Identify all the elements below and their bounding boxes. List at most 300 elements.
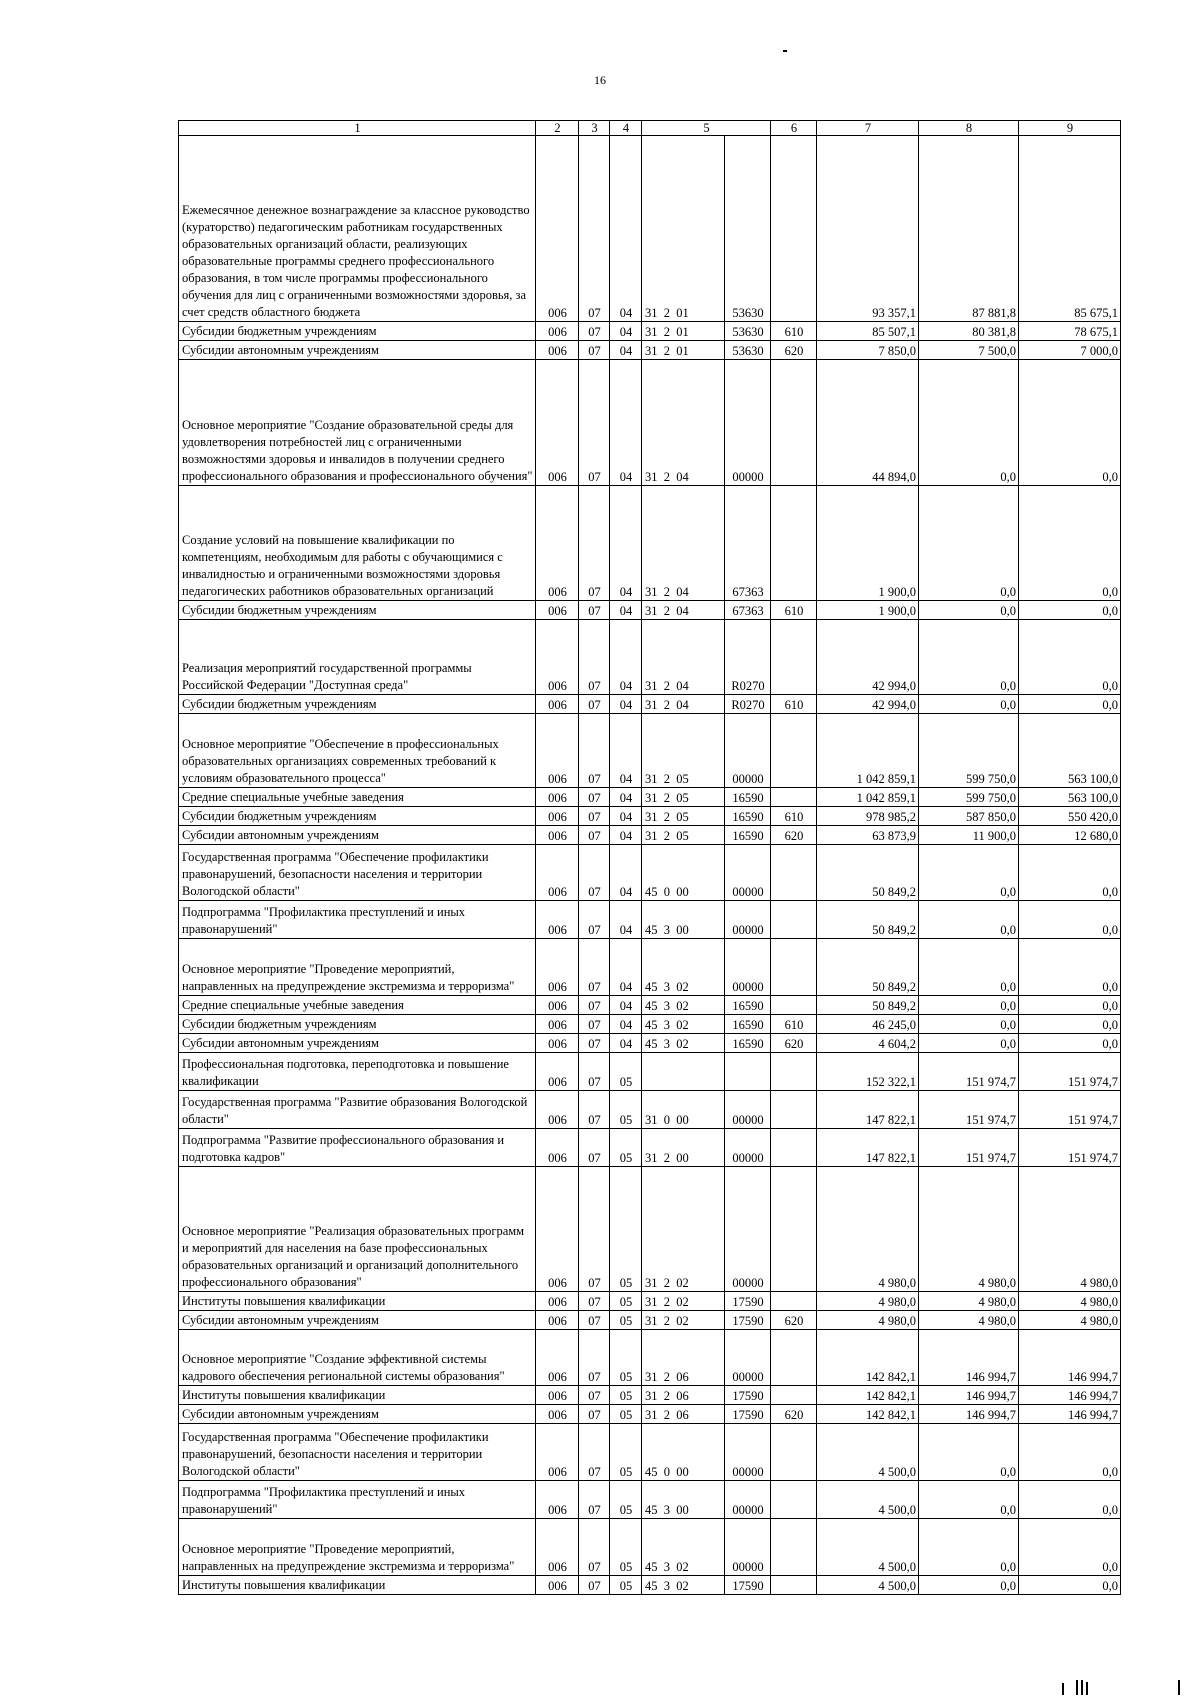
table-row <box>179 1129 1121 1167</box>
code-target-program: 31 0 00 <box>642 1091 725 1129</box>
code-section: 07 <box>579 1292 610 1311</box>
amount-col-8: 587 850,0 <box>919 807 1019 826</box>
amount-col-8: 11 900,0 <box>919 826 1019 845</box>
row-name: Государственная программа "Обеспечение профилактики правонарушений, безопасности населения и территории Вологодской области" <box>179 845 536 901</box>
code-target-program: 31 2 05 <box>642 826 725 845</box>
code-ministry: 006 <box>536 1330 579 1386</box>
column-header-3: 3 <box>579 121 610 136</box>
column-header-4: 4 <box>610 121 642 136</box>
code-subsection: 04 <box>610 826 642 845</box>
table-row <box>179 1481 1121 1519</box>
code-target-direction: 00000 <box>725 939 771 996</box>
code-section: 07 <box>579 788 610 807</box>
amount-col-7: 44 894,0 <box>817 360 919 486</box>
code-subsection: 04 <box>610 322 642 341</box>
code-subsection: 05 <box>610 1576 642 1595</box>
code-target-direction: 00000 <box>725 714 771 788</box>
amount-col-7: 147 822,1 <box>817 1129 919 1167</box>
table-row <box>179 1091 1121 1129</box>
code-ministry: 006 <box>536 1167 579 1292</box>
code-ministry: 006 <box>536 360 579 486</box>
amount-col-7: 142 842,1 <box>817 1405 919 1424</box>
code-subsection: 04 <box>610 901 642 939</box>
code-expense-type: 610 <box>771 601 817 620</box>
scan-mark-corner-1 <box>1062 1683 1064 1695</box>
code-ministry: 006 <box>536 826 579 845</box>
code-ministry: 006 <box>536 1405 579 1424</box>
code-ministry: 006 <box>536 901 579 939</box>
row-name: Подпрограмма "Профилактика преступлений и иных правонарушений" <box>179 901 536 939</box>
code-target-program: 31 2 06 <box>642 1330 725 1386</box>
amount-col-9: 4 980,0 <box>1019 1292 1121 1311</box>
amount-col-7: 4 500,0 <box>817 1576 919 1595</box>
row-name: Средние специальные учебные заведения <box>179 996 536 1015</box>
code-section: 07 <box>579 1091 610 1129</box>
amount-col-8: 599 750,0 <box>919 714 1019 788</box>
amount-col-8: 0,0 <box>919 601 1019 620</box>
code-target-program: 31 2 01 <box>642 322 725 341</box>
amount-col-9: 0,0 <box>1019 360 1121 486</box>
row-name: Субсидии бюджетным учреждениям <box>179 601 536 620</box>
code-expense-type <box>771 486 817 601</box>
code-subsection: 05 <box>610 1129 642 1167</box>
column-header-1: 1 <box>179 121 536 136</box>
amount-col-7: 4 980,0 <box>817 1292 919 1311</box>
code-target-direction: 53630 <box>725 136 771 322</box>
code-subsection: 04 <box>610 996 642 1015</box>
code-expense-type: 620 <box>771 1311 817 1330</box>
code-expense-type: 610 <box>771 322 817 341</box>
amount-col-7: 142 842,1 <box>817 1330 919 1386</box>
amount-col-9: 0,0 <box>1019 1519 1121 1576</box>
row-name: Субсидии автономным учреждениям <box>179 1034 536 1053</box>
code-expense-type <box>771 1386 817 1405</box>
code-target-direction: 16590 <box>725 826 771 845</box>
amount-col-7: 93 357,1 <box>817 136 919 322</box>
code-ministry: 006 <box>536 1015 579 1034</box>
table-row <box>179 1330 1121 1386</box>
amount-col-9: 7 000,0 <box>1019 341 1121 360</box>
code-ministry: 006 <box>536 322 579 341</box>
code-subsection: 05 <box>610 1167 642 1292</box>
code-section: 07 <box>579 996 610 1015</box>
code-target-direction: 16590 <box>725 807 771 826</box>
code-ministry: 006 <box>536 1386 579 1405</box>
amount-col-7: 152 322,1 <box>817 1053 919 1091</box>
code-target-program: 45 3 02 <box>642 1034 725 1053</box>
amount-col-9: 0,0 <box>1019 901 1121 939</box>
amount-col-8: 80 381,8 <box>919 322 1019 341</box>
code-expense-type <box>771 1424 817 1481</box>
code-target-direction: 00000 <box>725 1424 771 1481</box>
code-section: 07 <box>579 1167 610 1292</box>
amount-col-7: 50 849,2 <box>817 901 919 939</box>
table-row <box>179 1519 1121 1576</box>
code-section: 07 <box>579 695 610 714</box>
table-row <box>179 1386 1121 1405</box>
row-name: Институты повышения квалификации <box>179 1292 536 1311</box>
code-target-program: 45 0 00 <box>642 845 725 901</box>
code-section: 07 <box>579 807 610 826</box>
code-subsection: 04 <box>610 1015 642 1034</box>
column-header-8: 8 <box>919 121 1019 136</box>
code-subsection: 04 <box>610 341 642 360</box>
code-expense-type <box>771 136 817 322</box>
amount-col-9: 146 994,7 <box>1019 1386 1121 1405</box>
table-row <box>179 1167 1121 1292</box>
code-section: 07 <box>579 1053 610 1091</box>
amount-col-9: 0,0 <box>1019 1034 1121 1053</box>
amount-col-8: 0,0 <box>919 360 1019 486</box>
code-expense-type <box>771 714 817 788</box>
code-ministry: 006 <box>536 341 579 360</box>
amount-col-7: 4 500,0 <box>817 1519 919 1576</box>
code-expense-type <box>771 901 817 939</box>
row-name: Субсидии автономным учреждениям <box>179 1405 536 1424</box>
amount-col-9: 0,0 <box>1019 486 1121 601</box>
amount-col-9: 4 980,0 <box>1019 1167 1121 1292</box>
code-subsection: 05 <box>610 1519 642 1576</box>
amount-col-8: 7 500,0 <box>919 341 1019 360</box>
amount-col-8: 151 974,7 <box>919 1129 1019 1167</box>
code-section: 07 <box>579 1330 610 1386</box>
table-row <box>179 1034 1121 1053</box>
code-expense-type: 620 <box>771 1034 817 1053</box>
amount-col-7: 50 849,2 <box>817 939 919 996</box>
code-section: 07 <box>579 136 610 322</box>
amount-col-8: 0,0 <box>919 1034 1019 1053</box>
code-target-program: 31 2 04 <box>642 695 725 714</box>
code-expense-type <box>771 1330 817 1386</box>
code-section: 07 <box>579 322 610 341</box>
code-section: 07 <box>579 1481 610 1519</box>
amount-col-8: 0,0 <box>919 1424 1019 1481</box>
header-row <box>179 121 1121 136</box>
code-section: 07 <box>579 1015 610 1034</box>
code-ministry: 006 <box>536 1053 579 1091</box>
code-target-program: 45 3 02 <box>642 996 725 1015</box>
amount-col-8: 87 881,8 <box>919 136 1019 322</box>
amount-col-9: 0,0 <box>1019 695 1121 714</box>
amount-col-8: 0,0 <box>919 939 1019 996</box>
page-number: 16 <box>594 73 606 87</box>
column-header-6: 6 <box>771 121 817 136</box>
code-section: 07 <box>579 1311 610 1330</box>
row-name: Субсидии бюджетным учреждениям <box>179 807 536 826</box>
table-row <box>179 714 1121 788</box>
code-expense-type <box>771 360 817 486</box>
scan-mark-corner-2 <box>1076 1680 1078 1695</box>
code-target-direction: 00000 <box>725 360 771 486</box>
code-section: 07 <box>579 714 610 788</box>
code-target-direction: 53630 <box>725 322 771 341</box>
code-section: 07 <box>579 939 610 996</box>
amount-col-9: 0,0 <box>1019 601 1121 620</box>
amount-col-9: 12 680,0 <box>1019 826 1121 845</box>
code-ministry: 006 <box>536 601 579 620</box>
code-target-program: 31 2 04 <box>642 601 725 620</box>
amount-col-7: 142 842,1 <box>817 1386 919 1405</box>
amount-col-8: 0,0 <box>919 1481 1019 1519</box>
amount-col-9: 0,0 <box>1019 1576 1121 1595</box>
code-expense-type <box>771 1519 817 1576</box>
amount-col-7: 147 822,1 <box>817 1091 919 1129</box>
amount-col-7: 4 980,0 <box>817 1311 919 1330</box>
code-expense-type: 620 <box>771 1405 817 1424</box>
row-name: Средние специальные учебные заведения <box>179 788 536 807</box>
code-target-program: 45 3 02 <box>642 1519 725 1576</box>
row-name: Государственная программа "Обеспечение профилактики правонарушений, безопасности населения и территории Вологодской области" <box>179 1424 536 1481</box>
code-subsection: 04 <box>610 620 642 695</box>
code-target-direction: 00000 <box>725 1330 771 1386</box>
table-row <box>179 695 1121 714</box>
amount-col-9: 4 980,0 <box>1019 1311 1121 1330</box>
amount-col-8: 4 980,0 <box>919 1167 1019 1292</box>
code-target-direction: 17590 <box>725 1576 771 1595</box>
column-header-7: 7 <box>817 121 919 136</box>
amount-col-7: 46 245,0 <box>817 1015 919 1034</box>
code-target-direction: 17590 <box>725 1386 771 1405</box>
scan-mark-corner-4 <box>1086 1682 1088 1695</box>
amount-col-8: 0,0 <box>919 1015 1019 1034</box>
code-ministry: 006 <box>536 845 579 901</box>
amount-col-8: 0,0 <box>919 901 1019 939</box>
code-section: 07 <box>579 620 610 695</box>
code-target-direction: 53630 <box>725 341 771 360</box>
code-subsection: 05 <box>610 1091 642 1129</box>
amount-col-8: 0,0 <box>919 996 1019 1015</box>
scan-mark-top <box>783 50 787 52</box>
row-name: Субсидии автономным учреждениям <box>179 1311 536 1330</box>
amount-col-9: 550 420,0 <box>1019 807 1121 826</box>
code-expense-type <box>771 788 817 807</box>
code-subsection: 05 <box>610 1405 642 1424</box>
amount-col-9: 0,0 <box>1019 845 1121 901</box>
table-row <box>179 826 1121 845</box>
amount-col-8: 146 994,7 <box>919 1330 1019 1386</box>
code-target-program: 31 2 06 <box>642 1386 725 1405</box>
code-subsection: 04 <box>610 1034 642 1053</box>
amount-col-8: 4 980,0 <box>919 1292 1019 1311</box>
amount-col-7: 50 849,2 <box>817 845 919 901</box>
code-target-program: 31 2 05 <box>642 807 725 826</box>
code-ministry: 006 <box>536 486 579 601</box>
code-section: 07 <box>579 1576 610 1595</box>
code-subsection: 04 <box>610 939 642 996</box>
code-subsection: 04 <box>610 695 642 714</box>
code-expense-type: 620 <box>771 826 817 845</box>
row-name: Институты повышения квалификации <box>179 1576 536 1595</box>
code-expense-type: 620 <box>771 341 817 360</box>
row-name: Основное мероприятие "Проведение мероприятий, направленных на предупреждение экстремизма и терроризма" <box>179 939 536 996</box>
row-name: Субсидии автономным учреждениям <box>179 826 536 845</box>
code-ministry: 006 <box>536 1481 579 1519</box>
column-header-5: 5 <box>642 121 771 136</box>
code-expense-type <box>771 845 817 901</box>
table-row <box>179 1015 1121 1034</box>
amount-col-9: 563 100,0 <box>1019 788 1121 807</box>
row-name: Ежемесячное денежное вознаграждение за классное руководство (кураторство) педагогическим работникам государственных образовательных организаций области, реализующих образовательные программы среднего профессионального образования, в том числе программы профессионального обучения для лиц с ограниченными возможностями здоровья, за счет средств областного бюджета <box>179 136 536 322</box>
code-target-program: 31 2 06 <box>642 1405 725 1424</box>
row-name: Основное мероприятие "Проведение мероприятий, направленных на предупреждение экстремизма и терроризма" <box>179 1519 536 1576</box>
code-ministry: 006 <box>536 1034 579 1053</box>
row-name: Субсидии бюджетным учреждениям <box>179 322 536 341</box>
amount-col-7: 978 985,2 <box>817 807 919 826</box>
code-expense-type <box>771 1292 817 1311</box>
code-ministry: 006 <box>536 1519 579 1576</box>
table-row <box>179 1053 1121 1091</box>
code-section: 07 <box>579 1034 610 1053</box>
code-section: 07 <box>579 845 610 901</box>
code-ministry: 006 <box>536 1424 579 1481</box>
code-expense-type <box>771 1167 817 1292</box>
amount-col-7: 4 604,2 <box>817 1034 919 1053</box>
amount-col-9: 0,0 <box>1019 996 1121 1015</box>
code-subsection: 05 <box>610 1053 642 1091</box>
code-expense-type <box>771 1481 817 1519</box>
code-target-direction: 00000 <box>725 1481 771 1519</box>
amount-col-9: 151 974,7 <box>1019 1053 1121 1091</box>
amount-col-8: 0,0 <box>919 845 1019 901</box>
amount-col-7: 42 994,0 <box>817 695 919 714</box>
code-subsection: 04 <box>610 136 642 322</box>
code-target-program: 45 3 02 <box>642 939 725 996</box>
amount-col-7: 1 900,0 <box>817 601 919 620</box>
code-target-program: 31 2 05 <box>642 714 725 788</box>
row-name: Основное мероприятие "Создание эффективной системы кадрового обеспечения региональной системы образования" <box>179 1330 536 1386</box>
code-target-program: 31 2 00 <box>642 1129 725 1167</box>
amount-col-9: 85 675,1 <box>1019 136 1121 322</box>
code-target-direction: 00000 <box>725 845 771 901</box>
code-target-program: 45 3 02 <box>642 1576 725 1595</box>
code-target-direction: 17590 <box>725 1292 771 1311</box>
table-row <box>179 322 1121 341</box>
table-row <box>179 807 1121 826</box>
code-subsection: 04 <box>610 714 642 788</box>
amount-col-7: 4 500,0 <box>817 1481 919 1519</box>
code-section: 07 <box>579 341 610 360</box>
amount-col-7: 1 900,0 <box>817 486 919 601</box>
code-target-direction: 16590 <box>725 1015 771 1034</box>
code-target-direction: 00000 <box>725 1091 771 1129</box>
amount-col-7: 63 873,9 <box>817 826 919 845</box>
code-ministry: 006 <box>536 1576 579 1595</box>
code-subsection: 05 <box>610 1481 642 1519</box>
code-target-direction: 67363 <box>725 601 771 620</box>
table-row <box>179 486 1121 601</box>
amount-col-9: 0,0 <box>1019 939 1121 996</box>
amount-col-9: 0,0 <box>1019 1015 1121 1034</box>
amount-col-9: 151 974,7 <box>1019 1129 1121 1167</box>
table-row <box>179 1311 1121 1330</box>
table-row <box>179 1292 1121 1311</box>
table-row <box>179 136 1121 322</box>
code-target-direction: R0270 <box>725 620 771 695</box>
row-name: Основное мероприятие "Обеспечение в профессиональных образовательных организациях современных требований к условиям образовательного процесса" <box>179 714 536 788</box>
code-subsection: 04 <box>610 788 642 807</box>
code-ministry: 006 <box>536 996 579 1015</box>
code-subsection: 04 <box>610 360 642 486</box>
amount-col-9: 146 994,7 <box>1019 1330 1121 1386</box>
code-target-program: 31 2 04 <box>642 360 725 486</box>
table-row <box>179 1424 1121 1481</box>
code-section: 07 <box>579 901 610 939</box>
code-expense-type <box>771 1576 817 1595</box>
amount-col-9: 78 675,1 <box>1019 322 1121 341</box>
code-section: 07 <box>579 1519 610 1576</box>
table-row <box>179 341 1121 360</box>
row-name: Подпрограмма "Профилактика преступлений и иных правонарушений" <box>179 1481 536 1519</box>
code-target-program: 45 3 00 <box>642 901 725 939</box>
code-target-direction: 16590 <box>725 788 771 807</box>
table-row <box>179 601 1121 620</box>
amount-col-9: 0,0 <box>1019 1424 1121 1481</box>
amount-col-7: 4 500,0 <box>817 1424 919 1481</box>
code-target-direction: 00000 <box>725 1519 771 1576</box>
code-subsection: 05 <box>610 1311 642 1330</box>
amount-col-8: 0,0 <box>919 486 1019 601</box>
code-target-program: 31 2 02 <box>642 1167 725 1292</box>
table-body <box>179 121 1121 1595</box>
amount-col-9: 146 994,7 <box>1019 1405 1121 1424</box>
code-subsection: 05 <box>610 1386 642 1405</box>
code-subsection: 05 <box>610 1424 642 1481</box>
code-ministry: 006 <box>536 695 579 714</box>
code-target-program: 31 2 01 <box>642 136 725 322</box>
table-row <box>179 620 1121 695</box>
amount-col-8: 0,0 <box>919 695 1019 714</box>
code-ministry: 006 <box>536 788 579 807</box>
code-target-direction: 00000 <box>725 1129 771 1167</box>
row-name: Субсидии бюджетным учреждениям <box>179 695 536 714</box>
table-row <box>179 1405 1121 1424</box>
code-target-direction: R0270 <box>725 695 771 714</box>
code-target-direction: 00000 <box>725 1167 771 1292</box>
row-name: Профессиональная подготовка, переподготовка и повышение квалификации <box>179 1053 536 1091</box>
amount-col-7: 1 042 859,1 <box>817 788 919 807</box>
code-expense-type <box>771 939 817 996</box>
row-name: Основное мероприятие "Создание образовательной среды для удовлетворения потребностей лиц с ограниченными возможностями здоровья и инвалидов в получении среднего профессионального образования и профессионального обучения" <box>179 360 536 486</box>
code-ministry: 006 <box>536 136 579 322</box>
code-subsection: 04 <box>610 486 642 601</box>
amount-col-8: 146 994,7 <box>919 1386 1019 1405</box>
amount-col-9: 563 100,0 <box>1019 714 1121 788</box>
amount-col-8: 0,0 <box>919 1576 1019 1595</box>
code-expense-type: 610 <box>771 695 817 714</box>
code-section: 07 <box>579 1405 610 1424</box>
scan-mark-corner-5 <box>1178 1680 1180 1695</box>
amount-col-7: 42 994,0 <box>817 620 919 695</box>
column-header-9: 9 <box>1019 121 1121 136</box>
code-target-direction: 16590 <box>725 996 771 1015</box>
code-target-program: 45 3 02 <box>642 1015 725 1034</box>
code-section: 07 <box>579 1424 610 1481</box>
code-target-direction: 17590 <box>725 1405 771 1424</box>
amount-col-7: 85 507,1 <box>817 322 919 341</box>
amount-col-9: 0,0 <box>1019 620 1121 695</box>
code-expense-type: 610 <box>771 807 817 826</box>
amount-col-9: 151 974,7 <box>1019 1091 1121 1129</box>
code-ministry: 006 <box>536 807 579 826</box>
code-target-program: 31 2 02 <box>642 1292 725 1311</box>
amount-col-8: 151 974,7 <box>919 1053 1019 1091</box>
code-target-program: 45 0 00 <box>642 1424 725 1481</box>
code-ministry: 006 <box>536 1091 579 1129</box>
code-section: 07 <box>579 486 610 601</box>
amount-col-7: 1 042 859,1 <box>817 714 919 788</box>
amount-col-7: 4 980,0 <box>817 1167 919 1292</box>
code-target-direction <box>725 1053 771 1091</box>
